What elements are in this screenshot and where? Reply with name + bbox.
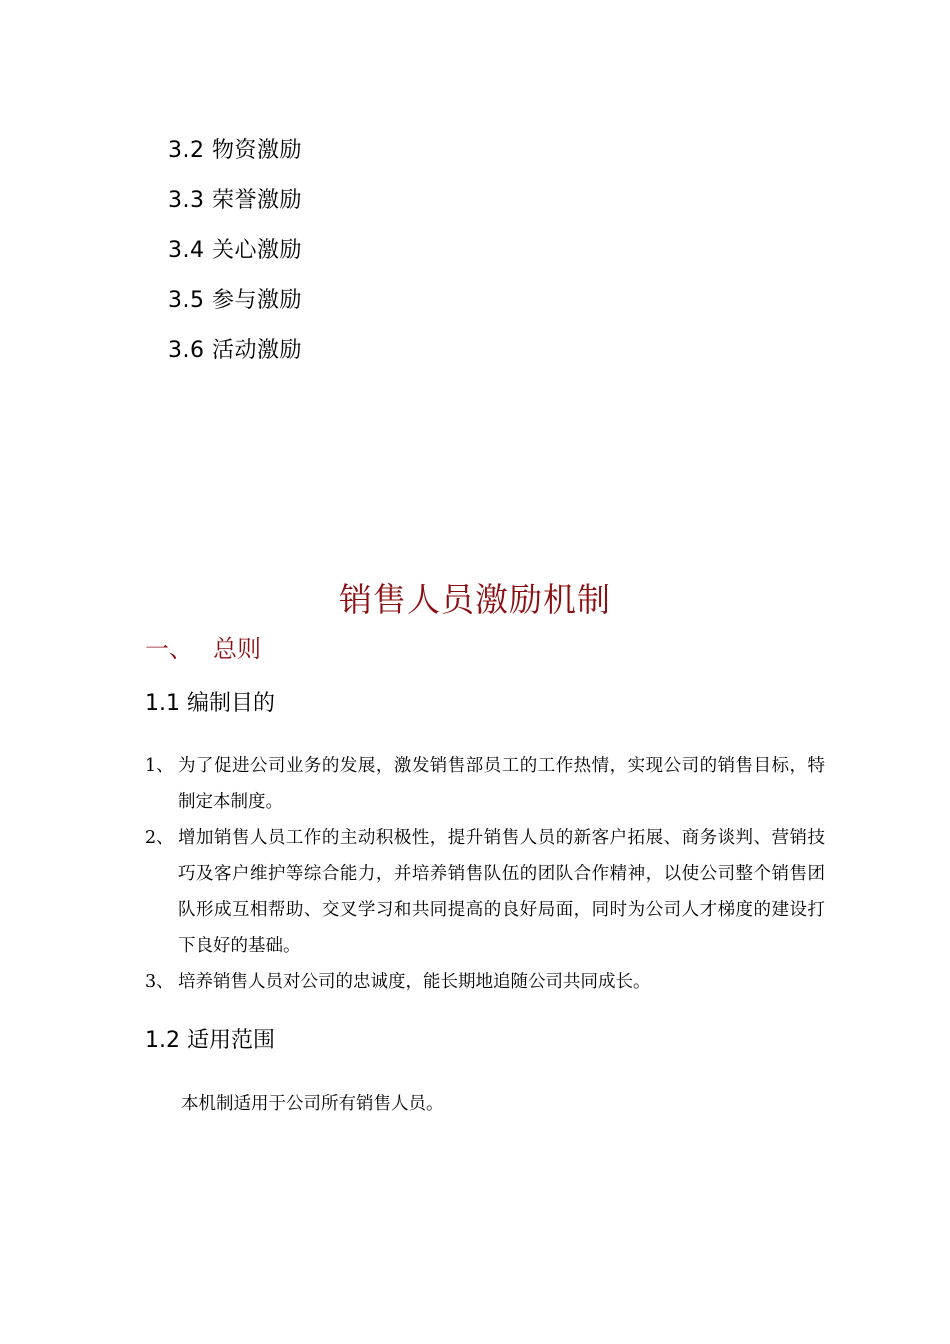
- list-item-text: 增加销售人员工作的主动积极性，提升销售人员的新客户拓展、商务谈判、营销技巧及客户维护等综合能力，并培养销售队伍的团队合作精神，以使公司整个销售团队形成互相帮助、交叉学习和共同提高的良好局面，同时为公司人才梯度的建设打下良好的基础。: [178, 828, 825, 956]
- list-item-marker: 2、: [145, 828, 174, 848]
- subheading-scope: 1.2 适用范围: [145, 1028, 275, 1053]
- toc-item-3-4: 3.4 关心激励: [168, 238, 302, 263]
- purpose-list: [145, 748, 825, 1000]
- table-of-contents: [168, 132, 302, 382]
- list-item: [145, 820, 825, 964]
- list-item-text: 培养销售人员对公司的忠诚度，能长期地追随公司共同成长。: [178, 972, 651, 992]
- document-title: 销售人员激励机制: [339, 580, 611, 619]
- list-item: [145, 748, 825, 820]
- list-item: [145, 964, 825, 1000]
- list-item-marker: 1、: [145, 756, 174, 776]
- section-title: 总则: [213, 635, 261, 663]
- toc-item-3-6: 3.6 活动激励: [168, 338, 302, 363]
- scope-paragraph: 本机制适用于公司所有销售人员。: [181, 1094, 444, 1114]
- subheading-purpose: 1.1 编制目的: [145, 691, 275, 716]
- list-item-marker: 3、: [145, 972, 174, 992]
- toc-item-3-2: 3.2 物资激励: [168, 138, 302, 163]
- section-number: 一、: [145, 635, 193, 663]
- toc-item-3-3: 3.3 荣誉激励: [168, 188, 302, 213]
- toc-item-3-5: 3.5 参与激励: [168, 288, 302, 313]
- section-heading-general: [145, 630, 261, 668]
- list-item-text: 为了促进公司业务的发展，激发销售部员工的工作热情，实现公司的销售目标，特制定本制度。: [178, 756, 825, 812]
